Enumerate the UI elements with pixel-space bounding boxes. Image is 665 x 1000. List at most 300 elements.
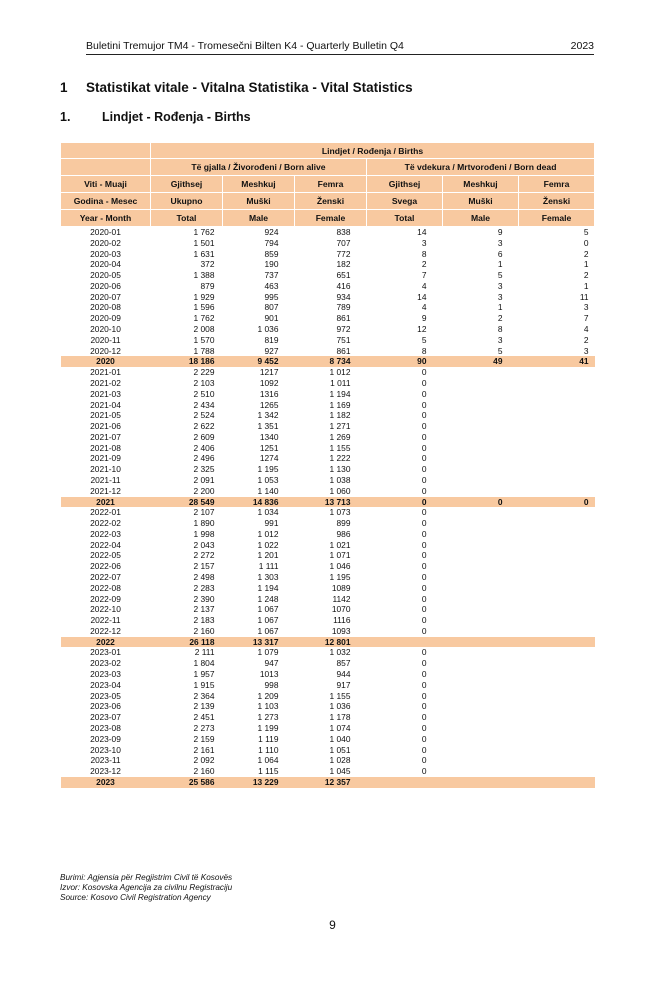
period-cell: 2023-08 [90, 722, 121, 733]
value-cell: 1 110 [258, 744, 279, 755]
value-cell: 1 178 [329, 712, 351, 723]
value-cell: 1 788 [193, 345, 215, 356]
value-cell: 8 [421, 248, 427, 259]
table-row [61, 389, 595, 400]
value-cell: 2 272 [193, 550, 215, 561]
value-cell: 1 067 [257, 615, 279, 626]
value-cell: 1 195 [329, 572, 351, 582]
value-cell: 859 [264, 248, 279, 259]
value-cell: 18 186 [151, 356, 223, 367]
value-cell: 8 [497, 324, 503, 335]
value-cell [519, 486, 595, 497]
value-cell [443, 561, 519, 572]
value-cell: 2 161 [193, 744, 215, 755]
value-cell: 0 [421, 572, 427, 582]
value-cell [443, 594, 519, 605]
value-cell: 737 [264, 270, 279, 281]
table-row [61, 443, 595, 454]
col-header: Total [367, 210, 443, 227]
value-cell: 1 201 [257, 550, 279, 561]
value-cell [519, 723, 595, 734]
value-cell [443, 410, 519, 421]
value-cell: 2 283 [193, 582, 215, 593]
period-cell: 2021-08 [90, 442, 121, 453]
value-cell: 0 [421, 442, 427, 453]
col-header: Svega [367, 193, 443, 210]
value-cell [443, 723, 519, 734]
period-cell: 2021-05 [90, 410, 121, 421]
group-header: Lindjet / Rođenja / Births [151, 143, 595, 159]
value-cell [443, 432, 519, 443]
table-row [61, 507, 595, 518]
value-cell [443, 583, 519, 594]
value-cell [443, 378, 519, 389]
value-cell [443, 518, 519, 529]
value-cell: 6 [497, 248, 503, 259]
value-cell: 1 929 [193, 291, 215, 302]
value-cell: 90 [367, 356, 443, 367]
value-cell: 5 [583, 227, 589, 237]
value-cell: 1 199 [257, 722, 279, 733]
value-cell: 2 498 [193, 572, 215, 582]
value-cell: 2 [497, 313, 503, 324]
value-cell: 0 [421, 733, 427, 744]
value-cell: 0 [421, 561, 427, 572]
value-cell: 3 [497, 334, 503, 345]
table-row [61, 734, 595, 745]
born-dead-header: Të vdekura / Mrtvorođeni / Born dead [367, 159, 595, 176]
value-cell [519, 755, 595, 766]
value-cell: 819 [264, 334, 279, 345]
period-cell: 2021-06 [90, 421, 121, 432]
value-cell: 1 [497, 302, 503, 313]
period-cell: 2021-07 [90, 431, 121, 442]
value-cell: 25 586 [151, 777, 223, 788]
value-cell: 2 139 [193, 701, 215, 712]
value-cell: 1 890 [193, 518, 215, 529]
period-cell: 2021-11 [90, 474, 121, 485]
value-cell: 1 570 [193, 334, 215, 345]
period-cell: 2023 [61, 777, 151, 788]
table-row [61, 658, 595, 669]
value-cell: 2 [583, 270, 589, 281]
value-cell: 1265 [259, 399, 279, 410]
value-cell: 3 [583, 345, 589, 356]
value-cell: 1 501 [193, 237, 215, 248]
value-cell: 1 053 [257, 474, 279, 485]
value-cell [443, 701, 519, 712]
table-row [61, 367, 595, 378]
value-cell: 5 [497, 270, 503, 281]
period-cell: 2020-05 [90, 270, 121, 281]
table-row [61, 615, 595, 626]
value-cell: 0 [421, 690, 427, 701]
value-cell [519, 766, 595, 777]
section-heading [60, 80, 413, 95]
value-cell: 1 038 [329, 474, 351, 485]
period-cell: 2020-12 [90, 345, 121, 356]
value-cell: 0 [421, 539, 427, 550]
table-row [61, 281, 595, 292]
value-cell: 2 524 [193, 410, 215, 421]
value-cell: 0 [519, 497, 595, 508]
value-cell: 1 022 [257, 539, 279, 550]
value-cell: 927 [264, 345, 279, 356]
value-cell: 9 [421, 313, 427, 324]
value-cell: 1 073 [329, 507, 351, 518]
value-cell: 1089 [331, 582, 351, 593]
value-cell: 1 271 [329, 421, 351, 432]
value-cell: 3 [421, 237, 427, 248]
value-cell [443, 647, 519, 658]
period-cell: 2022-08 [90, 582, 121, 593]
value-cell: 1 045 [329, 766, 351, 777]
col-header: Gjithsej [367, 176, 443, 193]
value-cell: 1 [583, 259, 589, 270]
period-cell: 2022-06 [90, 561, 121, 572]
col-header: Meshkuj [223, 176, 295, 193]
bulletin-title: Buletini Tremujor TM4 - Tromesečni Bilten K4 - Quarterly Bulletin Q4 [86, 40, 404, 52]
value-cell: 0 [421, 593, 427, 604]
value-cell: 0 [421, 485, 427, 496]
value-cell: 9 452 [223, 356, 295, 367]
table-row [61, 432, 595, 443]
value-cell: 651 [336, 270, 351, 281]
value-cell: 0 [421, 388, 427, 399]
value-cell [519, 626, 595, 637]
row-header-albanian: Viti - Muaji [61, 176, 151, 193]
col-header: Male [443, 210, 519, 227]
value-cell: 0 [421, 474, 427, 485]
subsection-number: 1. [60, 110, 71, 124]
value-cell: 2 390 [193, 593, 215, 604]
value-cell: 1093 [331, 625, 351, 636]
value-cell: 0 [421, 377, 427, 388]
period-cell: 2022-11 [90, 615, 121, 626]
value-cell: 1 067 [257, 604, 279, 615]
table-row [61, 518, 595, 529]
value-cell: 857 [336, 658, 351, 669]
value-cell: 1092 [259, 377, 279, 388]
value-cell [443, 464, 519, 475]
value-cell [519, 712, 595, 723]
table-row [61, 421, 595, 432]
value-cell: 1 119 [258, 733, 279, 744]
value-cell [519, 701, 595, 712]
value-cell [443, 615, 519, 626]
value-cell: 0 [421, 604, 427, 615]
value-cell: 1 762 [193, 227, 215, 237]
value-cell [519, 475, 595, 486]
value-cell [519, 647, 595, 658]
table-row [61, 486, 595, 497]
section-number: 1 [60, 80, 68, 95]
value-cell: 2 160 [193, 625, 215, 636]
table-row [61, 583, 595, 594]
value-cell: 1070 [331, 604, 351, 615]
value-cell: 751 [336, 334, 351, 345]
value-cell: 0 [421, 421, 427, 432]
value-cell [519, 540, 595, 551]
value-cell [443, 626, 519, 637]
period-cell: 2023-03 [90, 669, 121, 680]
value-cell [519, 529, 595, 540]
value-cell: 707 [336, 237, 351, 248]
period-cell: 2023-05 [90, 690, 121, 701]
table-row [61, 669, 595, 680]
table-row [61, 259, 595, 270]
value-cell: 2 273 [193, 722, 215, 733]
value-cell: 1 140 [257, 485, 279, 496]
table-row [61, 313, 595, 324]
table-row [61, 227, 595, 238]
value-cell: 2 043 [193, 539, 215, 550]
value-cell: 995 [264, 291, 279, 302]
value-cell: 0 [421, 766, 427, 777]
value-cell: 861 [336, 313, 351, 324]
value-cell: 1 028 [329, 755, 351, 766]
value-cell: 9 [497, 227, 503, 237]
value-cell: 1251 [259, 442, 279, 453]
source-line-english: Source: Kosovo Civil Registration Agency [60, 893, 211, 902]
period-cell: 2020-10 [90, 324, 121, 335]
value-cell: 1 269 [329, 431, 351, 442]
value-cell [443, 766, 519, 777]
value-cell: 1 032 [329, 647, 351, 658]
table-row [61, 723, 595, 734]
value-cell: 0 [421, 712, 427, 723]
value-cell: 772 [336, 248, 351, 259]
value-cell [519, 777, 595, 788]
period-cell: 2023-11 [90, 755, 121, 766]
value-cell: 372 [200, 259, 215, 270]
col-header: Meshkuj [443, 176, 519, 193]
value-cell: 2 159 [193, 733, 215, 744]
period-cell: 2023-04 [90, 679, 121, 690]
value-cell [519, 583, 595, 594]
value-cell [443, 486, 519, 497]
value-cell: 1 596 [193, 302, 215, 313]
value-cell: 8 [421, 345, 427, 356]
value-cell: 0 [421, 367, 427, 378]
value-cell [519, 572, 595, 583]
value-cell: 1 115 [258, 766, 279, 777]
value-cell [519, 745, 595, 756]
value-cell: 879 [200, 280, 215, 291]
table-row [61, 324, 595, 335]
value-cell: 1 155 [329, 442, 351, 453]
value-cell: 1 060 [329, 485, 351, 496]
value-cell [519, 604, 595, 615]
table-row [61, 712, 595, 723]
period-cell: 2020-04 [90, 259, 121, 270]
value-cell: 1 762 [193, 313, 215, 324]
table-row [61, 647, 595, 658]
table-row [61, 302, 595, 313]
value-cell [519, 464, 595, 475]
table-row [61, 561, 595, 572]
value-cell [443, 550, 519, 561]
value-cell [443, 712, 519, 723]
value-cell: 28 549 [151, 497, 223, 508]
value-cell: 1 012 [329, 367, 351, 378]
value-cell: 1013 [259, 669, 279, 680]
value-cell [519, 658, 595, 669]
value-cell: 0 [421, 669, 427, 680]
period-cell: 2021 [61, 497, 151, 508]
value-cell: 1 155 [329, 690, 351, 701]
value-cell [443, 540, 519, 551]
value-cell: 2 200 [193, 485, 215, 496]
value-cell [519, 453, 595, 464]
value-cell: 7 [421, 270, 427, 281]
value-cell: 416 [336, 280, 351, 291]
value-cell: 3 [497, 237, 503, 248]
value-cell [443, 367, 519, 378]
value-cell: 0 [421, 431, 427, 442]
value-cell [519, 507, 595, 518]
value-cell: 1 071 [329, 550, 351, 561]
value-cell: 1 194 [329, 388, 351, 399]
table-row [61, 270, 595, 281]
born-alive-header: Të gjalla / Živorođeni / Born alive [151, 159, 367, 176]
value-cell: 807 [264, 302, 279, 313]
period-cell: 2023-09 [90, 733, 121, 744]
col-header: Muški [223, 193, 295, 210]
section-title: Statistikat vitale - Vitalna Statistika - Vital Statistics [86, 80, 413, 95]
value-cell: 972 [336, 324, 351, 335]
value-cell [443, 475, 519, 486]
period-cell: 2022-02 [90, 518, 121, 529]
table-row [61, 475, 595, 486]
value-cell [519, 561, 595, 572]
period-cell: 2023-02 [90, 658, 121, 669]
value-cell: 1316 [259, 388, 279, 399]
subsection-heading [60, 110, 251, 124]
period-cell: 2022-12 [90, 625, 121, 636]
col-header: Female [519, 210, 595, 227]
period-cell: 2020-01 [90, 227, 121, 237]
value-cell: 1 194 [257, 582, 279, 593]
value-cell: 7 [583, 313, 589, 324]
value-cell: 12 801 [295, 637, 367, 648]
page-number: 9 [329, 918, 336, 932]
value-cell: 838 [336, 227, 351, 237]
value-cell: 0 [421, 399, 427, 410]
value-cell: 1 012 [257, 528, 279, 539]
source-line-serbian: Izvor: Kosovska Agencija za civilnu Registraciju [60, 883, 233, 892]
value-cell: 2 609 [193, 431, 215, 442]
value-cell: 2 091 [193, 474, 215, 485]
value-cell: 1 074 [329, 722, 351, 733]
value-cell: 1 [583, 280, 589, 291]
value-cell: 0 [421, 550, 427, 561]
period-cell: 2020-09 [90, 313, 121, 324]
value-cell [519, 410, 595, 421]
value-cell: 1 351 [257, 421, 279, 432]
value-cell: 1 957 [193, 669, 215, 680]
value-cell [443, 734, 519, 745]
value-cell: 2 183 [193, 615, 215, 626]
value-cell: 11 [579, 291, 589, 302]
col-header: Gjithsej [151, 176, 223, 193]
period-cell: 2021-02 [90, 377, 121, 388]
period-cell: 2021-12 [90, 485, 121, 496]
value-cell: 899 [336, 518, 351, 529]
value-cell: 4 [421, 302, 427, 313]
value-cell: 2 111 [194, 647, 215, 658]
value-cell: 2 [583, 334, 589, 345]
value-cell: 13 229 [223, 777, 295, 788]
value-cell [367, 777, 443, 788]
value-cell: 1 915 [193, 679, 215, 690]
table-row [61, 766, 595, 777]
value-cell: 794 [264, 237, 279, 248]
value-cell: 0 [421, 410, 427, 421]
value-cell [367, 637, 443, 648]
value-cell [443, 421, 519, 432]
value-cell [443, 443, 519, 454]
value-cell: 12 [417, 324, 427, 335]
value-cell: 1 273 [257, 712, 279, 723]
value-cell [519, 400, 595, 411]
period-cell: 2021-09 [90, 453, 121, 464]
period-cell: 2022-09 [90, 593, 121, 604]
table-row [61, 572, 595, 583]
value-cell: 5 [421, 334, 427, 345]
col-header: Male [223, 210, 295, 227]
value-cell: 2 325 [193, 464, 215, 475]
value-cell: 0 [421, 453, 427, 464]
col-header: Ukupno [151, 193, 223, 210]
row-header-english: Year - Month [61, 210, 151, 227]
value-cell [443, 507, 519, 518]
value-cell: 4 [421, 280, 427, 291]
value-cell: 2 157 [193, 561, 215, 572]
value-cell [443, 691, 519, 702]
value-cell [443, 572, 519, 583]
value-cell [443, 680, 519, 691]
value-cell: 901 [264, 313, 279, 324]
value-cell: 2 364 [193, 690, 215, 701]
table-row [61, 529, 595, 540]
value-cell: 1 067 [257, 625, 279, 636]
value-cell: 917 [336, 679, 351, 690]
col-header: Total [151, 210, 223, 227]
value-cell: 0 [421, 507, 427, 518]
value-cell: 1142 [332, 593, 351, 604]
value-cell [519, 367, 595, 378]
table-total-row [61, 356, 595, 367]
value-cell [519, 637, 595, 648]
running-header [86, 40, 594, 55]
value-cell: 1217 [259, 367, 279, 378]
table-row [61, 701, 595, 712]
value-cell: 1 103 [257, 701, 279, 712]
table-row [61, 335, 595, 346]
value-cell [443, 745, 519, 756]
value-cell [443, 604, 519, 615]
period-cell: 2022-04 [90, 539, 121, 550]
value-cell: 1 209 [257, 690, 279, 701]
table-row [61, 292, 595, 303]
value-cell: 0 [421, 615, 427, 626]
value-cell [443, 669, 519, 680]
value-cell: 0 [421, 464, 427, 475]
period-cell: 2023-12 [90, 766, 121, 777]
value-cell: 3 [583, 302, 589, 313]
value-cell: 1 804 [193, 658, 215, 669]
